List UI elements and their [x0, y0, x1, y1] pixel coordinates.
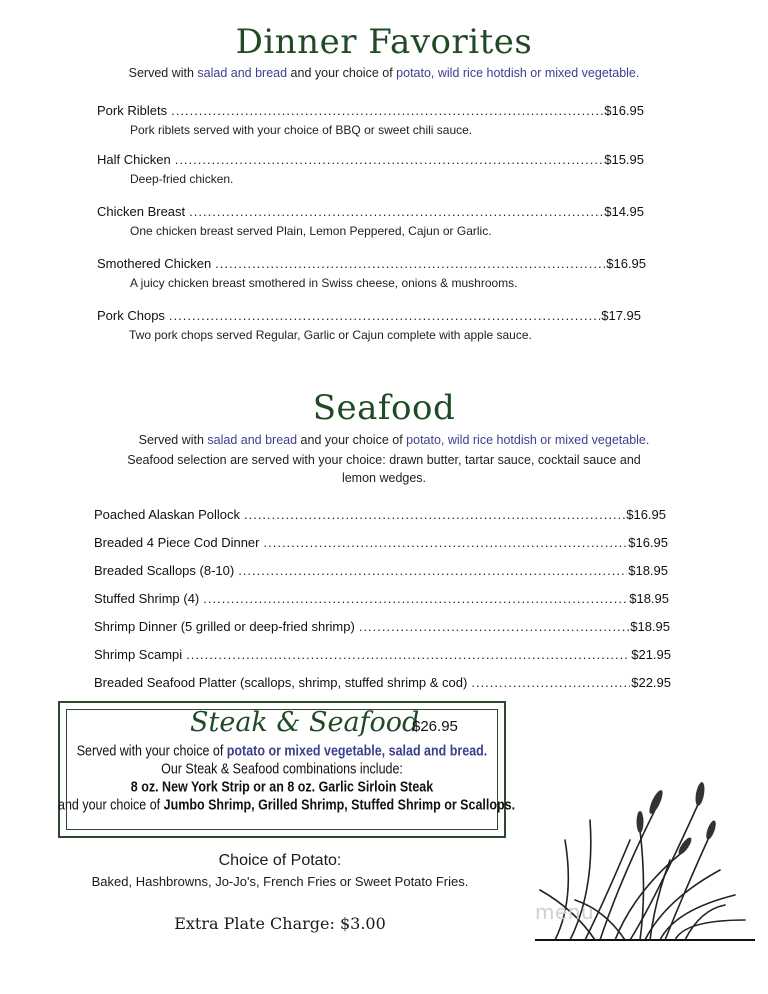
menu-item	[97, 308, 641, 323]
item-price: $16.95	[626, 507, 666, 522]
potato-title: Choice of Potato:	[218, 852, 342, 869]
item-name: Pork Chops	[97, 308, 165, 323]
item-description: Pork riblets served with your choice of BBQ or sweet chili sauce.	[130, 123, 473, 137]
item-description: Deep-fried chicken.	[130, 172, 234, 186]
menu-item	[94, 675, 671, 690]
menu-item	[97, 152, 644, 167]
combo-line-2: Our Steak & Seafood combinations include:	[161, 760, 403, 778]
dinner-title: Dinner Favorites	[235, 22, 533, 62]
item-name: Poached Alaskan Pollock	[94, 507, 240, 522]
item-name: Breaded Scallops (8-10)	[94, 563, 235, 578]
combo-line-3: 8 oz. New York Strip or an 8 oz. Garlic Sirloin Steak	[130, 778, 434, 796]
menu-item	[94, 563, 668, 578]
watermark-text: menu	[535, 900, 595, 924]
item-name: Smothered Chicken	[97, 256, 212, 271]
item-price: $18.95	[630, 619, 670, 634]
menu-item	[94, 619, 670, 634]
menu-item	[94, 535, 668, 550]
item-price: $16.95	[628, 535, 668, 550]
item-name: Chicken Breast	[97, 204, 186, 219]
dinner-subtitle: Served with salad and bread and your choice of potato, wild rice hotdish or mixed vegetable.	[128, 66, 640, 80]
combo-line-4: and your choice of Jumbo Shrimp, Grilled Shrimp, Stuffed Shrimp or Scallops.	[58, 796, 516, 814]
item-name: Breaded 4 Piece Cod Dinner	[94, 535, 260, 550]
menu-item	[97, 103, 644, 118]
item-price: $21.95	[631, 647, 671, 662]
menu-item	[94, 507, 666, 522]
item-description: A juicy chicken breast smothered in Swiss cheese, onions & mushrooms.	[130, 276, 518, 290]
item-name: Shrimp Scampi	[94, 647, 183, 662]
item-name: Shrimp Dinner (5 grilled or deep-fried shrimp)	[94, 619, 355, 634]
item-price: $18.95	[629, 591, 669, 606]
combo-price: $26.95	[412, 718, 458, 735]
combo-line-1: Served with your choice of potato or mixed vegetable, salad and bread.	[76, 742, 488, 760]
seafood-note-cont: lemon wedges.	[341, 471, 427, 485]
item-price: $17.95	[601, 308, 641, 323]
potato-options: Baked, Hashbrowns, Jo-Jo's, French Fries or Sweet Potato Fries.	[91, 874, 469, 889]
seafood-title: Seafood	[312, 388, 456, 428]
seafood-note: Seafood selection are served with your choice: drawn butter, tartar sauce, cocktail sauce and	[127, 453, 641, 467]
menu-item	[97, 204, 644, 219]
menu-item	[94, 647, 671, 662]
item-price: $16.95	[606, 256, 646, 271]
item-name: Pork Riblets	[97, 103, 168, 118]
seafood-subtitle: Served with salad and bread and your choice of potato, wild rice hotdish or mixed vegetable.	[138, 433, 650, 447]
menu-item	[94, 591, 669, 606]
item-description: Two pork chops served Regular, Garlic or Cajun complete with apple sauce.	[129, 328, 532, 342]
item-name: Half Chicken	[97, 152, 171, 167]
item-price: $15.95	[604, 152, 644, 167]
item-price: $14.95	[604, 204, 644, 219]
item-price: $18.95	[628, 563, 668, 578]
item-name: Stuffed Shrimp (4)	[94, 591, 200, 606]
item-description: One chicken breast served Plain, Lemon Peppered, Cajun or Garlic.	[130, 224, 492, 238]
combo-title: Steak & Seafood	[190, 707, 420, 738]
item-price: $16.95	[604, 103, 644, 118]
item-price: $22.95	[631, 675, 671, 690]
extra-plate-charge: Extra Plate Charge: $3.00	[174, 914, 386, 933]
item-name: Breaded Seafood Platter (scallops, shrimp, stuffed shrimp & cod)	[94, 675, 468, 690]
menu-item	[97, 256, 646, 271]
